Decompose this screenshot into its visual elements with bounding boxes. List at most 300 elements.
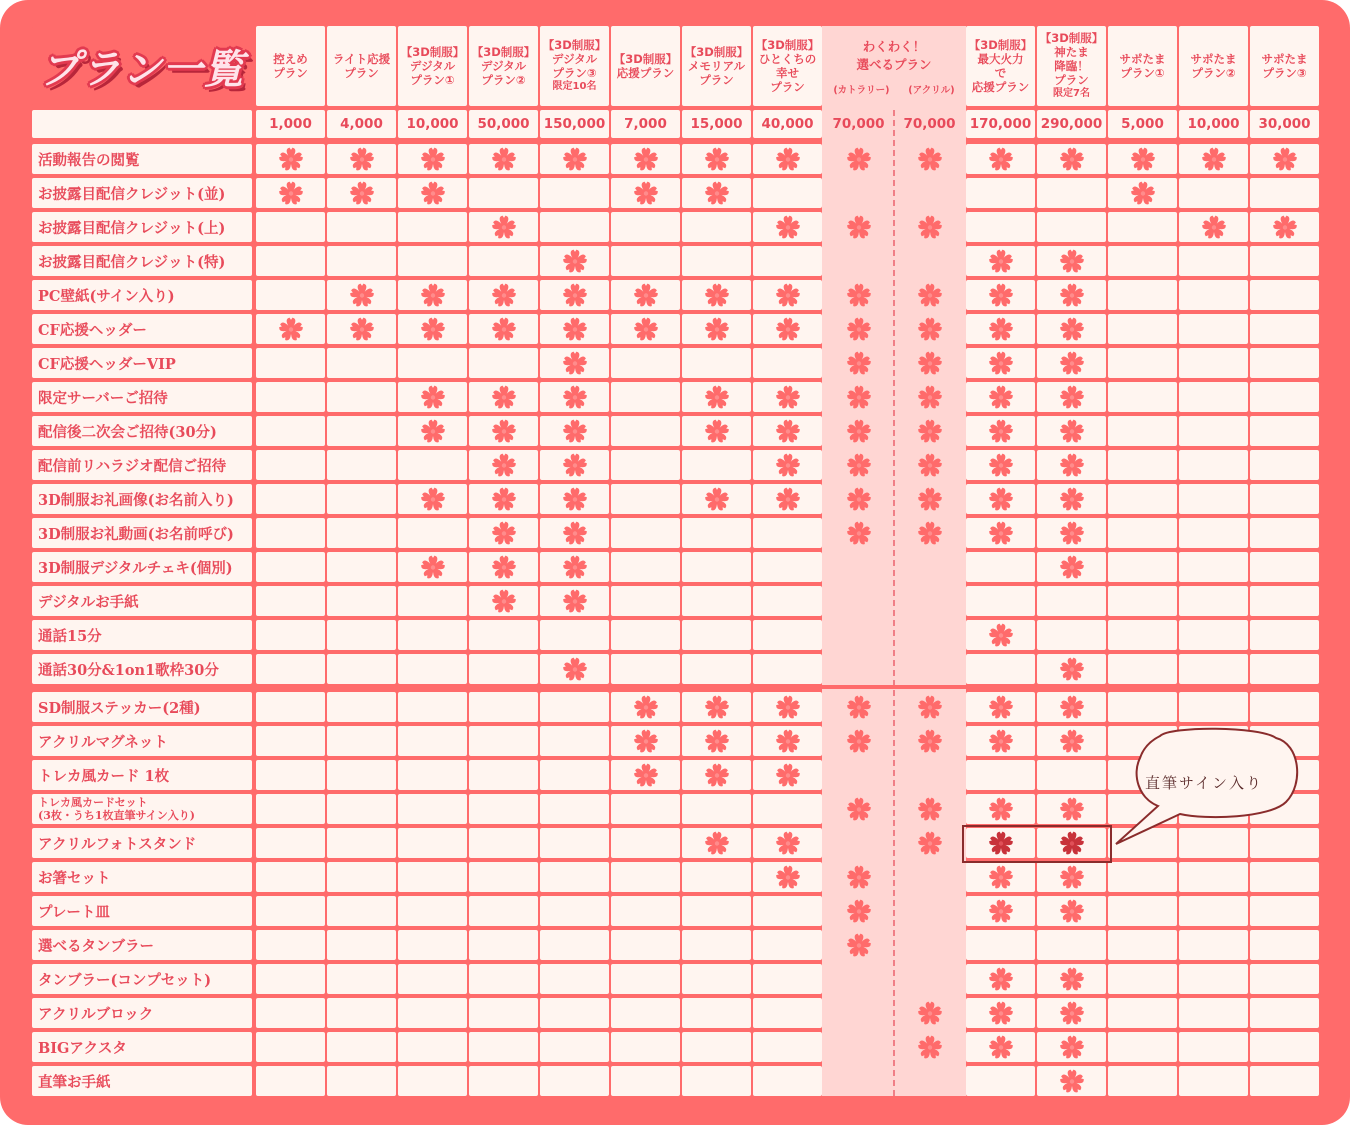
sakura-icon — [988, 1000, 1014, 1026]
reward-cell — [611, 518, 680, 548]
sakura-icon — [775, 728, 801, 754]
reward-label-text: お披露目配信クレジット(特) — [38, 253, 226, 271]
reward-cell — [327, 1032, 396, 1062]
reward-cell — [398, 348, 467, 378]
reward-cell — [469, 964, 538, 994]
reward-cell — [682, 998, 751, 1028]
reward-cell — [398, 828, 467, 858]
plan-header-line: 降臨！ — [1054, 59, 1089, 73]
reward-cell — [1250, 178, 1319, 208]
wakuwaku-option-label: (アクリル) — [908, 85, 955, 96]
reward-cell — [1250, 382, 1319, 412]
sakura-icon — [349, 316, 375, 342]
reward-cell — [1108, 552, 1177, 582]
reward-cell — [327, 692, 396, 722]
reward-cell — [753, 930, 822, 960]
reward-cell — [895, 654, 964, 684]
plan-price: 15,000 — [682, 110, 751, 138]
reward-cell — [1179, 382, 1248, 412]
reward-cell — [256, 998, 325, 1028]
reward-cell — [398, 930, 467, 960]
reward-cell — [611, 896, 680, 926]
sakura-icon — [349, 282, 375, 308]
reward-cell — [1108, 348, 1177, 378]
reward-cell — [895, 930, 964, 960]
reward-cell — [398, 246, 467, 276]
sakura-icon — [491, 588, 517, 614]
sakura-icon — [846, 796, 872, 822]
reward-cell — [1179, 620, 1248, 650]
sakura-icon — [775, 864, 801, 890]
sakura-icon — [1059, 418, 1085, 444]
plan-header-line: 【3D制服】 — [755, 38, 820, 52]
reward-cell — [540, 178, 609, 208]
sakura-icon — [1059, 486, 1085, 512]
plan-header-line: 【3D制服】 — [684, 45, 749, 59]
reward-cell — [1250, 692, 1319, 722]
reward-cell — [1179, 862, 1248, 892]
reward-cell — [327, 862, 396, 892]
reward-cell — [540, 726, 609, 756]
reward-cell — [753, 998, 822, 1028]
plan-header-line: プラン① — [1120, 66, 1165, 80]
sakura-icon — [562, 588, 588, 614]
sakura-icon — [917, 418, 943, 444]
sakura-icon — [562, 350, 588, 376]
sakura-icon — [1059, 452, 1085, 478]
reward-cell — [966, 178, 1035, 208]
reward-cell — [1250, 314, 1319, 344]
reward-cell — [327, 930, 396, 960]
reward-cell — [1108, 450, 1177, 480]
plan-header — [1250, 26, 1319, 106]
reward-cell — [895, 620, 964, 650]
reward-cell — [1108, 518, 1177, 548]
reward-label — [32, 450, 252, 480]
plan-header-line: 応援プラン — [616, 66, 675, 80]
reward-cell — [611, 484, 680, 514]
reward-cell — [256, 964, 325, 994]
reward-cell — [1179, 654, 1248, 684]
sakura-icon — [491, 452, 517, 478]
reward-cell — [1179, 280, 1248, 310]
reward-label-text: 活動報告の閲覧 — [38, 151, 140, 169]
sakura-icon — [1059, 694, 1085, 720]
reward-cell — [611, 794, 680, 824]
reward-cell — [682, 518, 751, 548]
sakura-icon — [988, 316, 1014, 342]
sakura-icon — [1059, 316, 1085, 342]
reward-cell — [1037, 760, 1106, 790]
wakuwaku-header-line: わくわく！ — [862, 39, 926, 54]
sakura-icon — [633, 694, 659, 720]
reward-cell — [540, 964, 609, 994]
reward-cell — [1179, 518, 1248, 548]
reward-cell — [1179, 586, 1248, 616]
plan-header-line: デジタル — [480, 59, 527, 73]
reward-cell — [1179, 1032, 1248, 1062]
reward-cell — [469, 930, 538, 960]
sakura-icon — [704, 486, 730, 512]
reward-cell — [966, 760, 1035, 790]
sakura-icon — [704, 762, 730, 788]
sakura-icon — [633, 728, 659, 754]
reward-cell — [398, 896, 467, 926]
sakura-icon — [988, 622, 1014, 648]
sakura-icon — [917, 1000, 943, 1026]
reward-label-text: 選べるタンブラー — [38, 937, 154, 955]
reward-cell — [1179, 416, 1248, 446]
reward-cell — [1108, 1032, 1177, 1062]
sakura-icon — [704, 316, 730, 342]
reward-cell — [1108, 416, 1177, 446]
reward-cell — [398, 760, 467, 790]
sakura-icon — [491, 214, 517, 240]
plan-header — [1179, 26, 1248, 106]
sakura-icon — [988, 796, 1014, 822]
reward-cell — [469, 1066, 538, 1096]
reward-cell — [398, 1032, 467, 1062]
reward-label — [32, 382, 252, 412]
sakura-icon — [1201, 146, 1227, 172]
reward-cell — [682, 654, 751, 684]
sakura-icon — [704, 282, 730, 308]
reward-label-text: アクリルブロック — [38, 1005, 154, 1023]
sakura-icon — [1059, 146, 1085, 172]
plan-header-line: プラン③ — [1262, 66, 1307, 80]
plan-header-line: 限定10名 — [552, 81, 597, 92]
reward-cell — [540, 862, 609, 892]
plan-price: 30,000 — [1250, 110, 1319, 138]
reward-cell — [469, 246, 538, 276]
sakura-icon — [917, 282, 943, 308]
reward-cell — [469, 862, 538, 892]
sakura-icon — [917, 796, 943, 822]
sakura-icon — [1059, 384, 1085, 410]
reward-cell — [327, 760, 396, 790]
plan-header-line: 【3D制服】 — [400, 45, 465, 59]
reward-label-text: 配信前リハラジオ配信ご招待 — [38, 457, 227, 475]
sakura-icon — [1059, 282, 1085, 308]
sakura-icon — [1059, 1034, 1085, 1060]
sakura-icon — [562, 418, 588, 444]
reward-cell — [398, 862, 467, 892]
sakura-icon — [988, 350, 1014, 376]
sakura-icon — [917, 520, 943, 546]
reward-label-text: 直筆お手紙 — [38, 1073, 111, 1091]
reward-label — [32, 246, 252, 276]
reward-cell — [895, 896, 964, 926]
sakura-icon — [491, 418, 517, 444]
wakuwaku-option-label: (カトラリー) — [833, 85, 890, 96]
wakuwaku-header-line: 選べるプラン — [856, 57, 932, 72]
reward-cell — [1108, 998, 1177, 1028]
reward-cell — [611, 1032, 680, 1062]
reward-label-text: アクリルマグネット — [38, 733, 168, 751]
sakura-icon — [562, 520, 588, 546]
reward-cell — [1179, 348, 1248, 378]
reward-cell — [398, 726, 467, 756]
plan-header-line: 【3D制服】 — [613, 52, 678, 66]
reward-cell — [398, 998, 467, 1028]
reward-label-text: アクリルフォトスタンド — [38, 835, 197, 853]
sakura-icon — [491, 146, 517, 172]
reward-cell — [753, 178, 822, 208]
plan-price: 10,000 — [1179, 110, 1248, 138]
reward-label-text: CF応援ヘッダーVIP — [38, 355, 176, 373]
plan-header-line: プラン — [344, 66, 379, 80]
reward-cell — [1179, 484, 1248, 514]
plan-header — [540, 26, 609, 106]
reward-cell — [327, 586, 396, 616]
sakura-icon — [917, 452, 943, 478]
sakura-icon — [988, 728, 1014, 754]
reward-cell — [611, 382, 680, 412]
plan-price: 4,000 — [327, 110, 396, 138]
reward-cell — [1108, 620, 1177, 650]
reward-cell — [540, 1066, 609, 1096]
reward-cell — [753, 586, 822, 616]
reward-cell — [327, 382, 396, 412]
reward-cell — [1179, 964, 1248, 994]
plan-header-line: 応援プラン — [971, 80, 1030, 94]
plan-header — [1037, 26, 1106, 106]
reward-cell — [1037, 930, 1106, 960]
sakura-icon — [704, 180, 730, 206]
reward-cell — [1179, 998, 1248, 1028]
plan-price: 70,000 — [832, 116, 885, 132]
reward-cell — [611, 828, 680, 858]
sakura-icon — [1059, 520, 1085, 546]
sakura-icon — [1130, 180, 1156, 206]
reward-cell — [753, 964, 822, 994]
wakuwaku-plan-header — [824, 26, 964, 106]
reward-cell — [256, 586, 325, 616]
reward-cell — [611, 212, 680, 242]
reward-cell — [256, 1066, 325, 1096]
reward-cell — [327, 212, 396, 242]
reward-label — [32, 620, 252, 650]
reward-cell — [469, 726, 538, 756]
price-label-cell — [32, 110, 252, 138]
reward-cell — [1250, 484, 1319, 514]
reward-cell — [256, 726, 325, 756]
sakura-icon — [775, 214, 801, 240]
sakura-icon — [917, 214, 943, 240]
reward-cell — [1250, 518, 1319, 548]
reward-cell — [540, 760, 609, 790]
reward-cell — [824, 178, 893, 208]
sakura-icon — [1059, 248, 1085, 274]
reward-cell — [611, 964, 680, 994]
reward-label — [32, 518, 252, 548]
reward-cell — [753, 794, 822, 824]
sakura-icon — [1059, 966, 1085, 992]
plan-header-line: プラン — [770, 80, 805, 94]
sakura-icon — [988, 452, 1014, 478]
reward-label-text: お箸セット — [38, 869, 111, 887]
sakura-icon — [278, 180, 304, 206]
sakura-icon — [846, 146, 872, 172]
reward-label — [32, 654, 252, 684]
plan-price: 50,000 — [469, 110, 538, 138]
reward-cell — [256, 794, 325, 824]
sakura-icon — [349, 180, 375, 206]
plan-header-line: プラン — [699, 73, 734, 87]
reward-label — [32, 1066, 252, 1096]
plan-header-line: デジタル — [551, 52, 598, 66]
reward-cell — [398, 586, 467, 616]
reward-cell — [1250, 1032, 1319, 1062]
reward-cell — [966, 586, 1035, 616]
plan-header-line: ひとくちの — [758, 52, 817, 66]
sakura-icon — [562, 384, 588, 410]
reward-cell — [824, 586, 893, 616]
sakura-icon — [917, 486, 943, 512]
sakura-icon — [704, 830, 730, 856]
reward-cell — [824, 1066, 893, 1096]
plan-header-line: 控えめ — [273, 52, 308, 66]
reward-cell — [824, 1032, 893, 1062]
sakura-icon — [846, 350, 872, 376]
reward-cell — [1037, 212, 1106, 242]
sakura-icon — [633, 762, 659, 788]
plan-price: 1,000 — [256, 110, 325, 138]
plan-header-line: プラン — [1054, 73, 1089, 87]
reward-cell — [540, 620, 609, 650]
reward-cell — [469, 794, 538, 824]
sakura-icon — [988, 520, 1014, 546]
reward-cell — [1108, 314, 1177, 344]
reward-cell — [540, 794, 609, 824]
reward-cell — [327, 794, 396, 824]
reward-label — [32, 348, 252, 378]
reward-label — [32, 896, 252, 926]
sakura-icon — [420, 384, 446, 410]
plan-header-line: サポたま — [1119, 52, 1166, 66]
sakura-icon — [562, 282, 588, 308]
reward-cell — [895, 862, 964, 892]
sakura-icon — [917, 1034, 943, 1060]
plan-header-line: 最大火力 — [977, 52, 1024, 66]
sakura-icon — [1059, 864, 1085, 890]
plan-header-line: サポたま — [1190, 52, 1237, 66]
plan-header — [1108, 26, 1177, 106]
plan-header-line: 幸せ — [776, 66, 799, 80]
sakura-icon — [775, 830, 801, 856]
reward-cell — [611, 998, 680, 1028]
sakura-icon — [491, 316, 517, 342]
reward-label-text: 3D制服お礼動画(お名前呼び) — [38, 525, 234, 543]
reward-cell — [256, 1032, 325, 1062]
reward-cell — [398, 212, 467, 242]
plan-header-line: プラン③ — [552, 66, 597, 80]
plan-header-line: 限定7名 — [1053, 88, 1090, 99]
sakura-icon — [988, 282, 1014, 308]
reward-cell — [398, 964, 467, 994]
reward-cell — [966, 654, 1035, 684]
reward-cell — [1037, 620, 1106, 650]
reward-cell — [611, 862, 680, 892]
sakura-icon — [633, 316, 659, 342]
reward-cell — [327, 726, 396, 756]
plan-header-line: プラン① — [410, 73, 455, 87]
reward-cell — [398, 620, 467, 650]
sakura-icon — [633, 282, 659, 308]
plan-header-line: プラン② — [481, 73, 526, 87]
reward-cell — [1108, 692, 1177, 722]
reward-label-text: 通話30分&1on1歌枠30分 — [38, 661, 219, 679]
sakura-icon — [775, 762, 801, 788]
reward-label — [32, 998, 252, 1028]
plan-header — [256, 26, 325, 106]
reward-cell — [682, 212, 751, 242]
sakura-icon — [846, 728, 872, 754]
reward-cell — [1179, 552, 1248, 582]
reward-cell — [824, 620, 893, 650]
reward-cell — [540, 896, 609, 926]
sakura-icon — [562, 486, 588, 512]
reward-cell — [256, 620, 325, 650]
reward-cell — [1037, 178, 1106, 208]
plan-price: 40,000 — [753, 110, 822, 138]
reward-cell — [1250, 930, 1319, 960]
sakura-icon — [988, 418, 1014, 444]
reward-label-subtext: (3枚・うち1枚直筆サイン入り) — [38, 809, 195, 822]
sakura-icon — [917, 316, 943, 342]
sakura-icon — [846, 898, 872, 924]
wakuwaku-divider — [893, 110, 895, 1096]
reward-cell — [824, 246, 893, 276]
sakura-icon — [846, 520, 872, 546]
reward-label-text: BIGアクスタ — [38, 1039, 127, 1057]
reward-label-text: CF応援ヘッダー — [38, 321, 147, 339]
sakura-icon — [988, 146, 1014, 172]
reward-cell — [1108, 896, 1177, 926]
reward-label — [32, 586, 252, 616]
reward-cell — [1108, 246, 1177, 276]
reward-cell — [824, 654, 893, 684]
sakura-icon — [775, 418, 801, 444]
reward-cell — [1250, 862, 1319, 892]
reward-cell — [540, 998, 609, 1028]
reward-cell — [753, 246, 822, 276]
reward-label-text: お披露目配信クレジット(並) — [38, 185, 226, 203]
reward-cell — [540, 212, 609, 242]
plan-header-line: プラン② — [1191, 66, 1236, 80]
reward-cell — [327, 828, 396, 858]
reward-cell — [611, 1066, 680, 1096]
reward-cell — [682, 620, 751, 650]
sakura-icon — [562, 316, 588, 342]
sakura-icon — [988, 486, 1014, 512]
reward-cell — [469, 620, 538, 650]
sakura-icon — [775, 384, 801, 410]
reward-label-text: デジタルお手紙 — [38, 593, 139, 611]
reward-cell — [1250, 348, 1319, 378]
reward-cell — [895, 246, 964, 276]
sakura-icon — [491, 486, 517, 512]
highlight-box — [962, 825, 1112, 863]
sakura-icon — [704, 146, 730, 172]
reward-cell — [327, 484, 396, 514]
reward-label-text: PC壁紙(サイン入り) — [38, 287, 175, 305]
sakura-icon — [775, 316, 801, 342]
reward-cell — [895, 760, 964, 790]
sakura-icon — [491, 520, 517, 546]
sakura-icon — [775, 694, 801, 720]
plan-header-line: デジタル — [409, 59, 456, 73]
